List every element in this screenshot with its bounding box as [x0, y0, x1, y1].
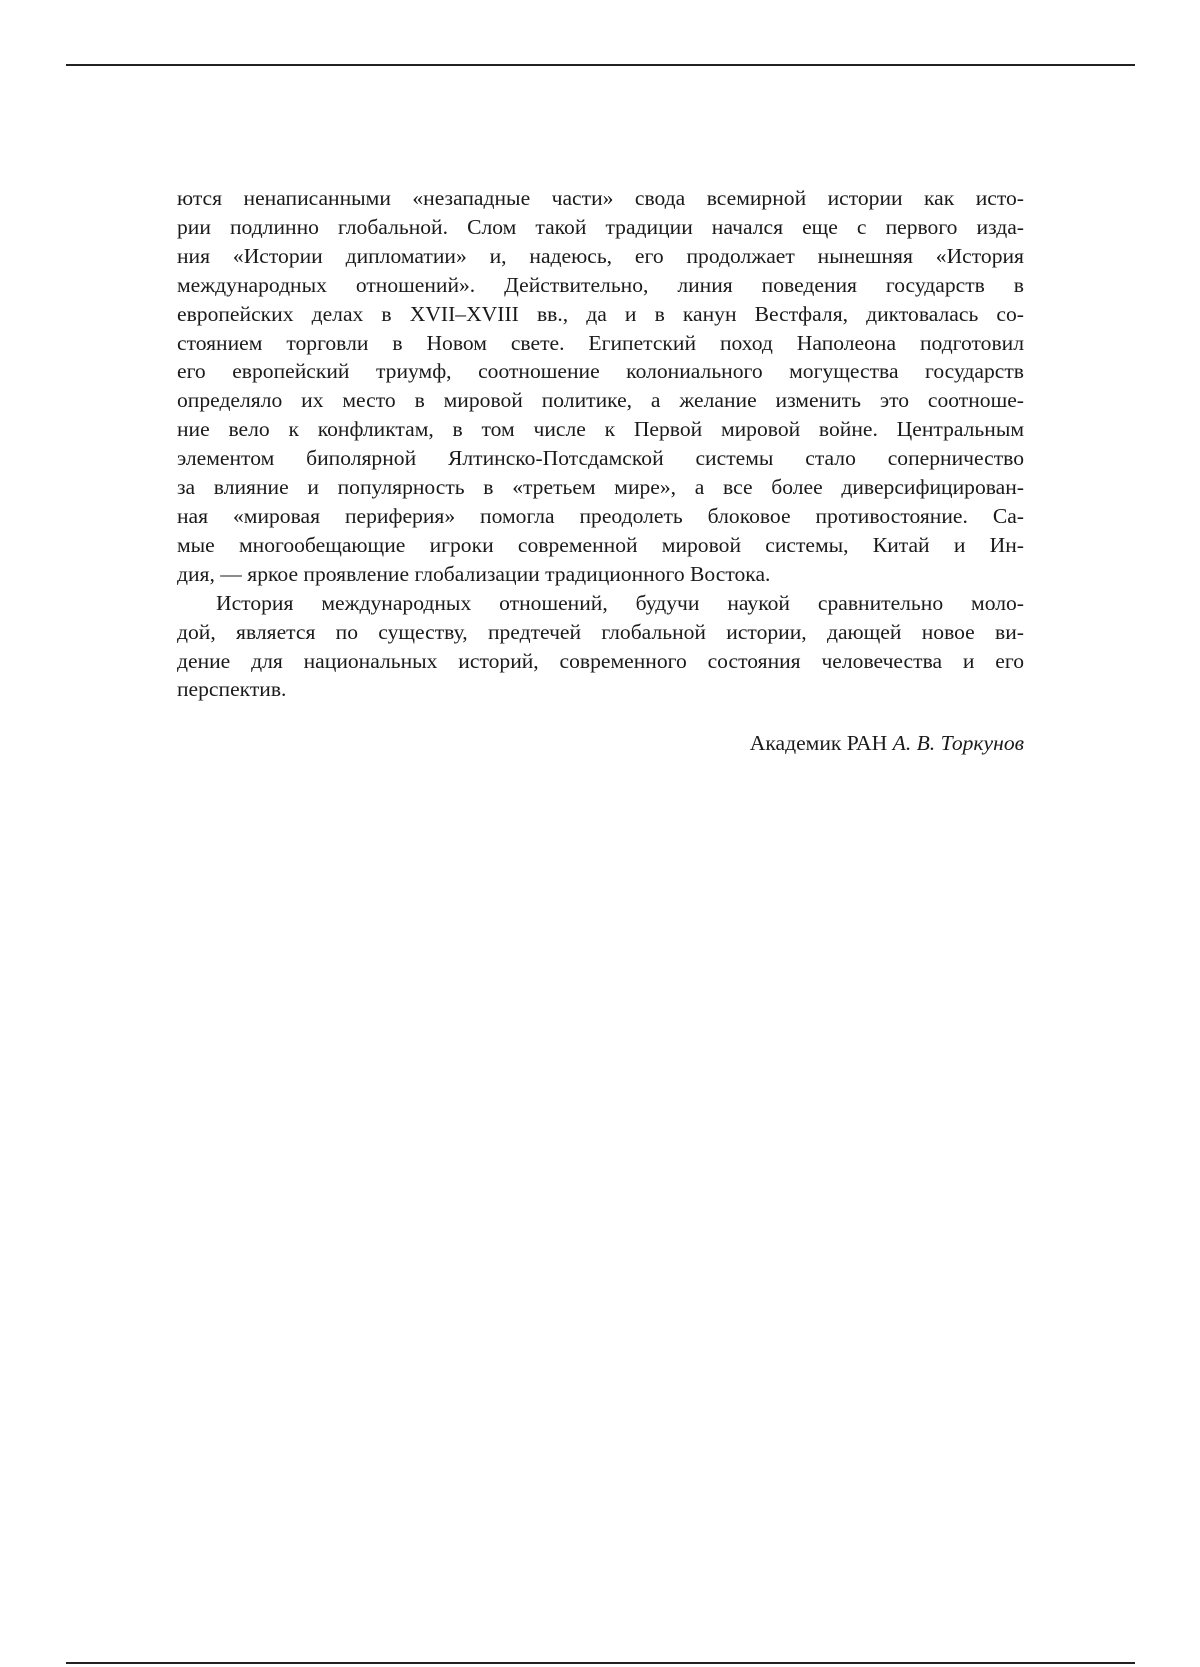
- signature-title: Академик РАН: [749, 731, 888, 755]
- text-line: европейских делах в XVII–XVIII вв., да и в канун Вестфаля, диктовалась со-: [177, 301, 1024, 326]
- text-line: История международных отношений, будучи наукой сравнительно моло-: [216, 590, 1024, 615]
- text-line: перспектив.: [177, 677, 287, 702]
- text-line: стоянием торговли в Новом свете. Египетский поход Наполеона подготовил: [177, 330, 1024, 355]
- top-rule: [66, 64, 1135, 66]
- text-line: ние вело к конфликтам, в том числе к Первой мировой войне. Центральным: [177, 417, 1024, 442]
- paragraph-1: [177, 184, 1024, 589]
- text-line: рии подлинно глобальной. Слом такой традиции начался еще с первого изда-: [177, 214, 1024, 239]
- text-line: международных отношений». Действительно, линия поведения государств в: [177, 272, 1024, 297]
- text-line: дение для национальных историй, современного состояния человечества и его: [177, 648, 1024, 673]
- bottom-rule: [66, 1662, 1135, 1664]
- text-line: дия, — яркое проявление глобализации традиционного Востока.: [177, 561, 771, 586]
- signature-author: А. В. Торкунов: [892, 731, 1024, 755]
- text-line: ются ненаписанными «незападные части» свода всемирной истории как исто-: [177, 186, 1024, 210]
- text-line: мые многообещающие игроки современной мировой системы, Китай и Ин-: [177, 532, 1024, 557]
- text-line: за влияние и популярность в «третьем мире», а все более диверсифицирован-: [177, 475, 1024, 500]
- paragraph-2: [177, 589, 1024, 705]
- text-line: дой, является по существу, предтечей глобальной истории, дающей новое ви-: [177, 619, 1024, 644]
- text-line: ная «мировая периферия» помогла преодолеть блоковое противостояние. Са-: [177, 503, 1024, 528]
- text-line: элементом биполярной Ялтинско-Потсдамской системы стало соперничество: [177, 446, 1024, 471]
- text-line: определяло их место в мировой политике, а желание изменить это соотноше-: [177, 388, 1024, 413]
- text-line: ния «Истории дипломатии» и, надеюсь, его продолжает нынешняя «История: [177, 243, 1024, 268]
- signature: [177, 729, 1024, 758]
- body-text: [177, 184, 1024, 704]
- text-line: его европейский триумф, соотношение колониального могущества государств: [177, 359, 1024, 384]
